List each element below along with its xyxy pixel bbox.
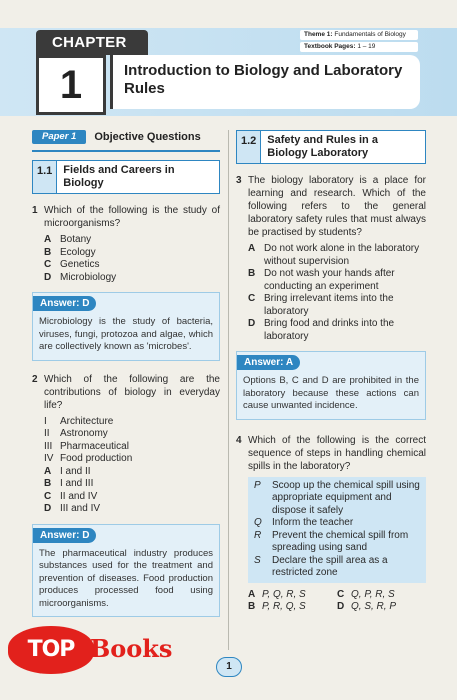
answer-box (236, 351, 426, 420)
column-divider (228, 130, 229, 650)
option (32, 259, 220, 272)
section-number: 1.1 (32, 160, 56, 194)
section-heading (236, 130, 426, 164)
paper-label: Objective Questions (94, 131, 201, 143)
option (32, 478, 220, 491)
option-letter: B (44, 478, 52, 489)
statement-text: Prevent the chemical spill from spreading using sand (272, 529, 409, 553)
statement-label: IV (44, 453, 54, 464)
right-column (236, 130, 426, 614)
answer-box (32, 292, 220, 361)
answer-explanation: Microbiology is the study of bacteria, viruses, fungi, protozoa and algae, which are collectively known as 'microbes'. (39, 316, 213, 352)
statement-label: II (44, 428, 50, 439)
option-letter: D (248, 318, 256, 329)
statement (254, 555, 420, 580)
option-letter: D (337, 601, 345, 612)
option-letter: B (248, 601, 256, 612)
chapter-title: Introduction to Biology and Laboratory Rules (124, 62, 403, 97)
pages-value: 1 – 19 (357, 43, 376, 50)
pages-label: Textbook Pages: (304, 43, 356, 50)
option-text: II and IV (60, 490, 98, 502)
left-column (32, 130, 220, 629)
option-text: P, Q, R, S (262, 588, 306, 600)
theme-line (300, 30, 418, 40)
option (32, 247, 220, 260)
option-letter: C (44, 259, 52, 270)
option-text: Bring food and drinks into the laboratory (264, 318, 395, 342)
statement-label: P (254, 479, 261, 491)
statement-label: Q (254, 517, 262, 528)
option-letter: A (44, 465, 52, 477)
pages-line (300, 42, 418, 52)
question-number: 1 (32, 205, 38, 216)
section-number: 1.2 (236, 130, 260, 164)
section-heading (32, 160, 220, 194)
option-text: Q, P, R, S (351, 588, 395, 600)
question-4 (236, 434, 426, 473)
answer-label: Answer: A (237, 355, 300, 370)
option-text: Microbiology (60, 271, 117, 283)
option-grid (236, 589, 426, 614)
question-2 (32, 373, 220, 412)
statement-text: Declare the spill area as a restricted zone (272, 554, 388, 578)
theme-info (300, 30, 418, 54)
option (248, 601, 337, 614)
page-number: 1 (216, 657, 242, 677)
answer-explanation: The pharmaceutical industry produces substances used for the treatment and prevention of diseases. Food production produces processed food using microorganisms. (39, 547, 213, 609)
statement (32, 428, 220, 441)
statement-text: Scoop up the chemical spill using appropriate equipment and dispose it safely (272, 479, 420, 516)
question-3 (236, 174, 426, 239)
statement-box (248, 477, 426, 583)
question-text: Which of the following are the contributions of biology in everyday life? (44, 373, 220, 411)
option (32, 503, 220, 516)
statement (32, 441, 220, 454)
statement-label: III (44, 440, 53, 452)
option-text: Do not wash your hands after conducting an experiment (264, 268, 395, 292)
statement-text: Pharmaceutical (60, 440, 129, 452)
topbooks-logo (8, 626, 193, 674)
theme-value: Fundamentals of Biology (334, 31, 406, 38)
question-1 (32, 204, 220, 230)
option-text: I and III (60, 478, 94, 489)
statement-text: Astronomy (60, 428, 108, 439)
option-text: Botany (60, 234, 92, 245)
statement-label: R (254, 529, 262, 541)
logo-mark: TOP (8, 626, 94, 674)
statement-label: I (44, 415, 47, 427)
section-title: Safety and Rules in a Biology Laboratory (260, 130, 426, 164)
statement-text: Architecture (60, 415, 114, 427)
statement-label: S (254, 554, 261, 566)
statement (32, 416, 220, 429)
option (248, 589, 337, 602)
option (236, 293, 426, 318)
option-letter: D (44, 271, 52, 283)
option-text: Bring irrelevant items into the laboratory (264, 293, 394, 317)
option-text: P, R, Q, S (262, 601, 306, 612)
question-number: 4 (236, 434, 242, 446)
statement (32, 453, 220, 466)
chapter-label: CHAPTER (36, 30, 148, 55)
paper-rule (32, 150, 220, 152)
option-text: III and IV (60, 503, 101, 514)
paper-heading (32, 130, 220, 144)
option (236, 243, 426, 268)
option (32, 466, 220, 479)
option-text: Do not work alone in the laboratory without supervision (264, 243, 420, 267)
answer-label: Answer: D (33, 296, 96, 311)
paper-badge: Paper 1 (32, 130, 86, 144)
question-text: Which of the following is the study of microorganisms? (44, 205, 220, 229)
option-letter: A (248, 588, 256, 600)
option-letter: D (44, 503, 52, 514)
option-letter: A (44, 234, 52, 245)
statement-text: Food production (60, 453, 133, 464)
question-text: Which of the following is the correct sequence of steps in handling chemical spills in the laboratory? (248, 434, 426, 472)
option-letter: C (44, 490, 52, 502)
option-letter: B (248, 268, 256, 279)
option-letter: B (44, 246, 52, 258)
option (337, 601, 426, 614)
answer-box (32, 524, 220, 618)
theme-label: Theme 1: (304, 31, 333, 38)
option-text: Ecology (60, 246, 96, 258)
option-letter: C (337, 588, 345, 600)
option-text: I and II (60, 465, 91, 477)
statement (254, 530, 420, 555)
option (337, 589, 426, 602)
option-letter: C (248, 293, 256, 304)
answer-label: Answer: D (33, 528, 96, 543)
chapter-number: 1 (36, 55, 106, 115)
option (32, 272, 220, 285)
question-number: 2 (32, 373, 38, 385)
statement (254, 517, 420, 530)
logo-word: Books (90, 634, 173, 663)
option (236, 318, 426, 343)
section-title: Fields and Careers in Biology (56, 160, 220, 194)
option-text: Genetics (60, 259, 100, 270)
option (32, 491, 220, 504)
question-number: 3 (236, 175, 242, 186)
option-letter: A (248, 243, 256, 254)
option (32, 234, 220, 247)
option (236, 268, 426, 293)
question-text: The biology laboratory is a place for learning and research. Which of the following refers to the general laboratory safety rules that must always be practised by students? (248, 175, 426, 238)
statement (254, 480, 420, 518)
option-text: Q, S, R, P (351, 601, 397, 612)
answer-explanation: Options B, C and D are prohibited in the laboratory because these actions can cause unwanted incidence. (243, 375, 419, 411)
statement-text: Inform the teacher (272, 517, 354, 528)
